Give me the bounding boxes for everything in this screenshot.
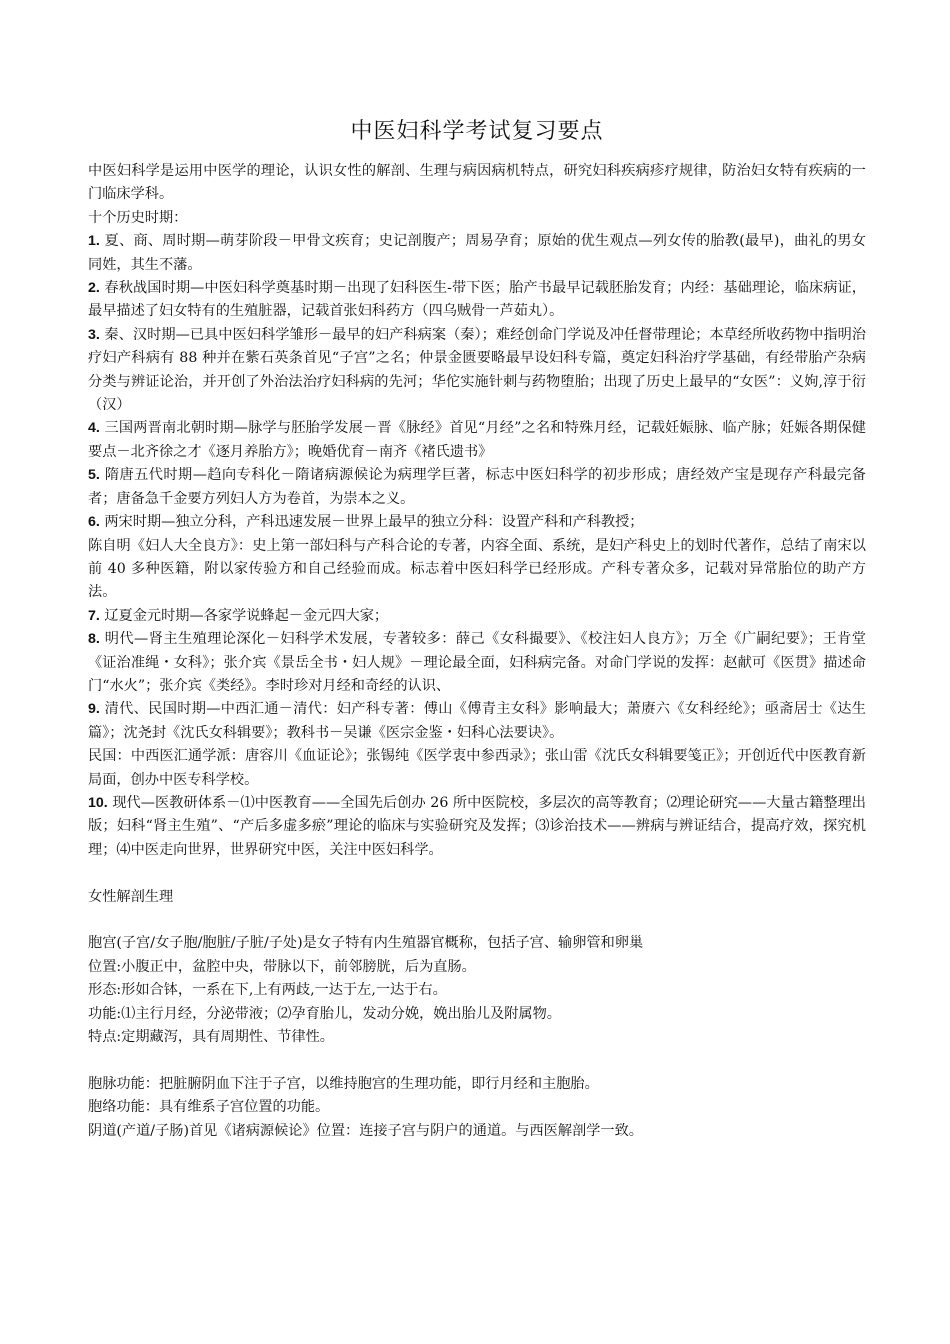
uterus-definition: 胞宫(子宫/女子胞/胞脏/子脏/子处)是女子特有内生殖器官概称，包括子宫、输卵管和卵巢 (88, 935, 644, 952)
period-item (88, 698, 866, 745)
spacer (88, 1049, 866, 1072)
baoluo-function: 胞络功能：具有维系子宫位置的功能。 (88, 1099, 330, 1116)
uterus-position: 位置:小腹正中，盆腔中央，带脉以下，前邻膀胱，后为直肠。 (88, 958, 476, 975)
document-page (88, 112, 866, 1143)
period-number: 8. (88, 631, 100, 648)
period-number: 7. (88, 607, 100, 624)
period-item (88, 792, 866, 862)
period-item (88, 605, 866, 628)
period-text: 夏、商、周时期—萌芽阶段－甲骨文疾育；史记剖腹产；周易孕育；原始的优生观点—列女传的胎教(最早)，曲礼的男女同姓，其生不藩。 (88, 233, 866, 273)
period-item (88, 628, 866, 698)
period-item (88, 464, 866, 511)
period-text: 辽夏金元时期—各家学说蜂起－金元四大家； (104, 607, 389, 624)
period-number: 6. (88, 514, 100, 531)
period-item (88, 417, 866, 464)
period-text: 春秋战国时期—中医妇科学奠基时期－出现了妇科医生-带下医；胎产书最早记载胚胎发育；内经：基础理论，临床病证，最早描述了妇女特有的生殖脏器，记载首张妇科药方（四乌贼骨一芦茹丸）。 (88, 280, 866, 320)
period-number: 4. (88, 420, 100, 437)
period-item (88, 277, 866, 324)
period-text: 三国两晋南北朝时期—脉学与胚胎学发展－晋《脉经》首见“月经”之名和特殊月经，记载妊娠脉、临产脉；妊娠各期保健要点－北齐徐之才《逐月养胎方》；晚婚优育－南齐《褚氏遗书》 (88, 420, 866, 460)
uterus-shape: 形态:形如合钵，一系在下,上有两歧,一达于左,一达于右。 (88, 982, 447, 999)
intro-paragraph: 中医妇科学是运用中医学的理论，认识女性的解剖、生理与病因病机特点，研究妇科疾病疹疗规律，防治妇女特有疾病的一门临床学科。 (88, 163, 866, 203)
chen-ziming-paragraph: 陈自明《妇人大全良方》：史上第一部妇科与产科合论的专著，内容全面、系统，是妇产科史上的划时代著作，总结了南宋以前 40 多种医籍，附以家传验方和自己经验而成。标志着中医妇科学已经形成。产科专著众多，记载对异常胎位的助产方法。 (88, 537, 866, 601)
period-number: 2. (88, 280, 100, 297)
section-heading-anatomy: 女性解剖生理 (88, 888, 174, 905)
period-item (88, 324, 866, 418)
minguo-paragraph: 民国：中西医汇通学派：唐容川《血证论》；张锡纯《医学衷中参西录》；张山雷《沈氏女科辑要笺正》；开创近代中医教育新局面，创办中医专科学校。 (88, 748, 866, 788)
uterus-function: 功能:⑴主行月经，分泌带液；⑵孕育胎儿，发动分娩，娩出胎儿及附属物。 (88, 1005, 561, 1022)
periods-heading: 十个历史时期： (88, 209, 188, 226)
period-number: 3. (88, 326, 100, 343)
baomai-function: 胞脉功能：把脏腑阴血下注于子宫，以维持胞宫的生理功能，即行月经和主胞胎。 (88, 1075, 599, 1092)
period-text: 两宋时期—独立分科，产科迅速发展－世界上最早的独立分科：设置产科和产科教授； (104, 514, 644, 531)
period-number: 1. (88, 233, 100, 250)
period-text: 现代—医教研体系－⑴中医教育——全国先后创办 26 所中医院校，多层次的高等教育；⑵理论研究——大量古籍整理出版；妇科“肾主生殖”、“产后多虚多瘀”理论的临床与实验研究及发挥；⑶诊治技术——辨病与辨证结合，提高疗效，探究机理；⑷中医走向世界，世界研究中医，关注中医妇科学。 (88, 794, 866, 858)
period-item (88, 230, 866, 277)
period-number: 9. (88, 701, 100, 718)
period-text: 隋唐五代时期—趋向专科化－隋诸病源候论为病理学巨著，标志中医妇科学的初步形成；唐经效产宝是现存产科最完备者；唐备急千金要方列妇人方为卷首，为崇本之义。 (88, 467, 866, 507)
period-text: 明代—肾主生殖理论深化－妇科学术发展，专著较多：薛己《女科撮要》、《校注妇人良方》；万全《广嗣纪要》；王肯堂《证治准绳・女科》；张介宾《景岳全书・妇人规》－理论最全面，妇科病完备。对命门学说的发挥：赵献可《医贯》描述命门“水火”；张介宾《类经》。李时珍对月经和奇经的认识、 (88, 631, 866, 694)
spacer (88, 909, 866, 932)
vagina-description: 阴道(产道/子肠)首见《诸病源候论》位置：连接子宫与阴户的通道。与西医解剖学一致。 (88, 1122, 643, 1139)
uterus-feature: 特点:定期藏泻，具有周期性、节律性。 (88, 1029, 334, 1045)
period-number: 10. (88, 794, 108, 811)
document-title: 中医妇科学考试复习要点 (350, 119, 604, 144)
spacer (88, 862, 866, 885)
period-text: 清代、民国时期—中西汇通－清代：妇产科专著：傅山《傅青主女科》影响最大；萧赓六《女科经纶》；亟斋居士《达生篇》；沈尧封《沈氏女科辑要》；教科书－吴谦《医宗金鉴・妇科心法要诀》。 (88, 701, 866, 741)
period-text: 秦、汉时期—已具中医妇科学雏形－最早的妇产科病案（秦）；难经创命门学说及冲任督带理论；本草经所收药物中指明治疗妇产科病有 88 种并在紫石英条首见“子宫”之名；仲景金匮要略最早设妇科专篇，奠定妇科治疗学基础，有经带胎产杂病分类与辨证论治，并开创了外治法治疗妇科病的先河；华佗实施针刺与药物堕胎；出现了历史上最早的“女医”：义姁,淳于衍（汉） (88, 326, 866, 414)
period-number: 5. (88, 467, 100, 484)
period-item (88, 511, 866, 534)
